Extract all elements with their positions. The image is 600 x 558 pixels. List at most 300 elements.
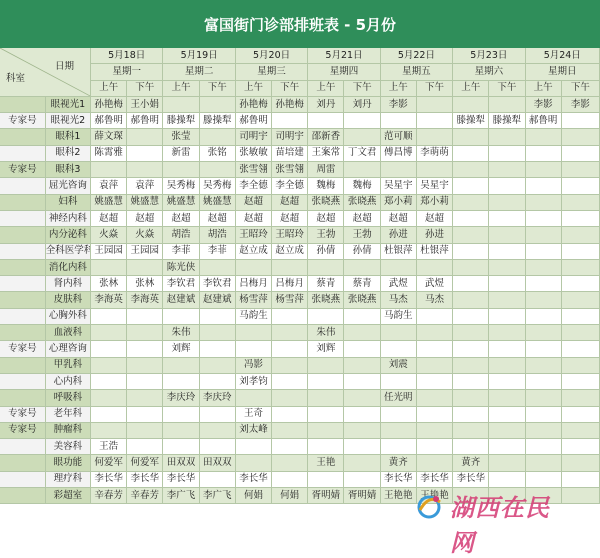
schedule-cell: 李长华 — [380, 471, 416, 487]
schedule-cell — [272, 308, 308, 324]
table-row — [0, 292, 600, 308]
schedule-cell: 李长华 — [453, 471, 489, 487]
schedule-cell: 郝鲁明 — [127, 113, 163, 129]
schedule-cell — [453, 243, 489, 259]
row-category — [0, 145, 45, 161]
table-row — [0, 341, 600, 357]
schedule-cell — [199, 96, 235, 112]
schedule-cell — [91, 357, 127, 373]
schedule-cell — [489, 422, 525, 438]
schedule-cell — [525, 422, 561, 438]
schedule-cell: 吕梅月 — [272, 276, 308, 292]
schedule-cell — [525, 373, 561, 389]
schedule-cell: 王勃 — [344, 227, 380, 243]
department-name: 心胸外科 — [45, 308, 90, 324]
schedule-cell: 傅昌博 — [380, 145, 416, 161]
schedule-cell — [199, 439, 235, 455]
schedule-cell — [380, 439, 416, 455]
department-name: 美容科 — [45, 439, 90, 455]
schedule-cell — [272, 341, 308, 357]
schedule-cell — [199, 422, 235, 438]
schedule-cell: 吴秀梅 — [199, 178, 235, 194]
schedule-cell: 陈光侠 — [163, 259, 199, 275]
row-category: 专家号 — [0, 341, 45, 357]
schedule-cell — [453, 129, 489, 145]
schedule-cell: 武煜 — [380, 276, 416, 292]
schedule-cell — [163, 162, 199, 178]
schedule-cell — [308, 308, 344, 324]
schedule-cell — [272, 422, 308, 438]
schedule-cell — [380, 162, 416, 178]
schedule-cell — [489, 471, 525, 487]
schedule-cell — [561, 129, 599, 145]
department-name: 全科医学科 — [45, 243, 90, 259]
schedule-cell: 李海英 — [127, 292, 163, 308]
schedule-cell — [127, 406, 163, 422]
row-category: 专家号 — [0, 113, 45, 129]
schedule-cell: 姚盛慧 — [199, 194, 235, 210]
row-category — [0, 276, 45, 292]
schedule-cell: 赵超 — [235, 194, 271, 210]
schedule-cell — [308, 373, 344, 389]
department-name: 神经内科 — [45, 210, 90, 226]
schedule-cell: 李钦君 — [163, 276, 199, 292]
schedule-cell: 赵超 — [163, 210, 199, 226]
schedule-cell — [199, 373, 235, 389]
schedule-cell: 张莹 — [163, 129, 199, 145]
schedule-cell — [127, 162, 163, 178]
schedule-cell — [380, 341, 416, 357]
schedule-cell — [453, 406, 489, 422]
schedule-cell — [199, 406, 235, 422]
schedule-cell — [453, 308, 489, 324]
schedule-cell — [489, 373, 525, 389]
department-name: 屈光咨询 — [45, 178, 90, 194]
schedule-cell: 赵超 — [272, 210, 308, 226]
schedule-cell: 黄齐 — [380, 455, 416, 471]
schedule-cell — [489, 259, 525, 275]
schedule-cell: 马韵生 — [380, 308, 416, 324]
schedule-cell: 李萌萌 — [416, 145, 452, 161]
schedule-cell — [272, 259, 308, 275]
schedule-cell — [453, 178, 489, 194]
schedule-cell: 任光明 — [380, 390, 416, 406]
am-header: 上午 — [380, 80, 416, 96]
schedule-cell — [525, 390, 561, 406]
schedule-cell: 赵超 — [127, 210, 163, 226]
department-name: 心内科 — [45, 373, 90, 389]
schedule-cell: 新雷 — [163, 145, 199, 161]
schedule-cell: 郝鲁明 — [235, 113, 271, 129]
schedule-cell — [525, 357, 561, 373]
schedule-cell: 李广飞 — [163, 488, 199, 504]
schedule-cell: 火焱 — [127, 227, 163, 243]
row-category — [0, 439, 45, 455]
schedule-cell — [416, 96, 452, 112]
schedule-table — [0, 48, 600, 504]
schedule-cell — [127, 308, 163, 324]
schedule-cell: 李长华 — [416, 471, 452, 487]
schedule-cell — [344, 259, 380, 275]
schedule-cell — [163, 422, 199, 438]
date-header: 5月22日 — [380, 48, 452, 64]
department-name: 甲乳科 — [45, 357, 90, 373]
schedule-cell — [561, 422, 599, 438]
table-row — [0, 243, 600, 259]
table-row — [0, 145, 600, 161]
schedule-cell — [235, 439, 271, 455]
schedule-cell — [416, 373, 452, 389]
schedule-cell: 辛春芳 — [127, 488, 163, 504]
schedule-cell: 李菲 — [199, 243, 235, 259]
schedule-cell — [525, 243, 561, 259]
schedule-cell — [272, 357, 308, 373]
schedule-cell: 何娟 — [272, 488, 308, 504]
schedule-cell — [380, 422, 416, 438]
schedule-cell — [235, 259, 271, 275]
schedule-cell — [127, 422, 163, 438]
schedule-cell — [453, 292, 489, 308]
table-row — [0, 129, 600, 145]
am-header: 上午 — [235, 80, 271, 96]
row-category — [0, 373, 45, 389]
schedule-cell: 李海英 — [91, 292, 127, 308]
schedule-cell — [380, 259, 416, 275]
schedule-cell — [561, 439, 599, 455]
schedule-cell: 苗培建 — [272, 145, 308, 161]
schedule-cell — [489, 357, 525, 373]
schedule-cell — [163, 96, 199, 112]
schedule-cell: 何爱军 — [91, 455, 127, 471]
department-name: 皮肤科 — [45, 292, 90, 308]
date-header: 5月21日 — [308, 48, 380, 64]
schedule-cell — [489, 145, 525, 161]
schedule-cell — [453, 439, 489, 455]
schedule-cell: 王浩 — [91, 439, 127, 455]
table-row — [0, 471, 600, 487]
schedule-cell — [561, 357, 599, 373]
table-row — [0, 439, 600, 455]
schedule-cell: 袁萍 — [127, 178, 163, 194]
table-row — [0, 194, 600, 210]
department-name: 理疗科 — [45, 471, 90, 487]
schedule-cell: 胡浩 — [199, 227, 235, 243]
schedule-cell: 刘孝钧 — [235, 373, 271, 389]
schedule-cell: 吴星宇 — [380, 178, 416, 194]
schedule-cell — [453, 145, 489, 161]
schedule-cell: 黄齐 — [453, 455, 489, 471]
schedule-cell — [525, 439, 561, 455]
schedule-cell: 蔡青 — [308, 276, 344, 292]
schedule-cell: 吕梅月 — [235, 276, 271, 292]
schedule-cell — [235, 341, 271, 357]
schedule-cell — [199, 308, 235, 324]
schedule-cell: 赵立成 — [235, 243, 271, 259]
row-category: 专家号 — [0, 162, 45, 178]
schedule-cell — [453, 341, 489, 357]
schedule-cell: 杨雪萍 — [272, 292, 308, 308]
schedule-cell: 张林 — [127, 276, 163, 292]
schedule-cell — [308, 259, 344, 275]
schedule-cell — [561, 308, 599, 324]
pm-header: 下午 — [272, 80, 308, 96]
schedule-cell — [525, 308, 561, 324]
schedule-cell: 杨雪萍 — [235, 292, 271, 308]
schedule-cell — [489, 308, 525, 324]
schedule-cell — [344, 357, 380, 373]
schedule-cell: 王艳艳 — [416, 488, 452, 504]
schedule-cell: 王艳 — [308, 455, 344, 471]
row-category — [0, 243, 45, 259]
schedule-cell: 滕操犁 — [453, 113, 489, 129]
schedule-cell: 孙进 — [380, 227, 416, 243]
table-row — [0, 373, 600, 389]
schedule-cell — [416, 259, 452, 275]
schedule-cell: 王小娟 — [127, 96, 163, 112]
department-name: 消化内科 — [45, 259, 90, 275]
schedule-cell — [525, 455, 561, 471]
schedule-cell: 张敏敏 — [235, 145, 271, 161]
schedule-cell: 刘辉 — [163, 341, 199, 357]
schedule-cell: 李影 — [561, 96, 599, 112]
schedule-cell — [453, 162, 489, 178]
schedule-cell: 赵立成 — [272, 243, 308, 259]
schedule-cell — [127, 325, 163, 341]
schedule-cell — [344, 373, 380, 389]
schedule-cell: 王案常 — [308, 145, 344, 161]
schedule-cell — [344, 390, 380, 406]
schedule-cell: 赵超 — [380, 210, 416, 226]
schedule-cell — [344, 308, 380, 324]
schedule-cell — [416, 113, 452, 129]
schedule-cell — [561, 455, 599, 471]
schedule-cell: 刘太峰 — [235, 422, 271, 438]
weekday-header: 星期日 — [525, 64, 599, 80]
am-header: 上午 — [163, 80, 199, 96]
row-category — [0, 227, 45, 243]
schedule-cell — [489, 406, 525, 422]
schedule-cell — [525, 129, 561, 145]
row-category: 专家号 — [0, 406, 45, 422]
schedule-cell: 李长华 — [127, 471, 163, 487]
schedule-cell: 杜银萍 — [416, 243, 452, 259]
schedule-cell: 赵超 — [91, 210, 127, 226]
schedule-cell — [561, 162, 599, 178]
pm-header: 下午 — [127, 80, 163, 96]
date-header: 5月20日 — [235, 48, 307, 64]
date-header: 5月24日 — [525, 48, 599, 64]
schedule-cell: 司明宇 — [235, 129, 271, 145]
row-category — [0, 455, 45, 471]
schedule-cell — [127, 341, 163, 357]
table-row — [0, 227, 600, 243]
weekday-header: 星期五 — [380, 64, 452, 80]
weekday-header: 星期四 — [308, 64, 380, 80]
schedule-cell — [416, 406, 452, 422]
schedule-cell — [489, 227, 525, 243]
schedule-cell: 赵超 — [235, 210, 271, 226]
schedule-cell: 郑小莉 — [416, 194, 452, 210]
schedule-cell: 辛春芳 — [91, 488, 127, 504]
schedule-cell: 孙倩 — [308, 243, 344, 259]
department-name: 肾内科 — [45, 276, 90, 292]
schedule-cell — [525, 162, 561, 178]
schedule-cell — [199, 471, 235, 487]
schedule-cell — [561, 406, 599, 422]
table-row — [0, 276, 600, 292]
schedule-cell: 李影 — [380, 96, 416, 112]
schedule-cell — [416, 422, 452, 438]
table-row — [0, 96, 600, 112]
department-name: 肿瘤科 — [45, 422, 90, 438]
schedule-cell — [127, 259, 163, 275]
schedule-cell — [91, 390, 127, 406]
schedule-cell — [525, 406, 561, 422]
schedule-cell — [489, 96, 525, 112]
schedule-cell — [235, 455, 271, 471]
schedule-cell: 滕操犁 — [489, 113, 525, 129]
schedule-cell — [163, 308, 199, 324]
schedule-cell: 赵超 — [416, 210, 452, 226]
schedule-cell: 周雷 — [308, 162, 344, 178]
schedule-cell — [127, 129, 163, 145]
schedule-cell: 邵新香 — [308, 129, 344, 145]
row-category — [0, 259, 45, 275]
row-category — [0, 178, 45, 194]
schedule-cell — [489, 210, 525, 226]
schedule-cell — [489, 162, 525, 178]
department-name: 眼科2 — [45, 145, 90, 161]
department-name: 眼科1 — [45, 129, 90, 145]
department-name: 眼视光2 — [45, 113, 90, 129]
schedule-cell: 王奇 — [235, 406, 271, 422]
table-row — [0, 308, 600, 324]
row-category — [0, 357, 45, 373]
schedule-cell — [453, 488, 489, 504]
schedule-cell — [272, 113, 308, 129]
schedule-cell — [561, 488, 599, 504]
schedule-cell: 王勃 — [308, 227, 344, 243]
schedule-cell — [344, 471, 380, 487]
schedule-cell: 李长华 — [163, 471, 199, 487]
schedule-cell: 胥明婧 — [344, 488, 380, 504]
schedule-cell — [308, 390, 344, 406]
schedule-cell: 王艳艳 — [380, 488, 416, 504]
schedule-cell: 李全德 — [272, 178, 308, 194]
schedule-cell — [416, 455, 452, 471]
schedule-cell: 郝鲁明 — [91, 113, 127, 129]
schedule-cell: 田双双 — [163, 455, 199, 471]
date-header-label: 日期 — [55, 60, 74, 74]
schedule-cell — [308, 113, 344, 129]
table-row — [0, 357, 600, 373]
schedule-cell — [489, 276, 525, 292]
schedule-cell: 范可顺 — [380, 129, 416, 145]
schedule-cell — [561, 194, 599, 210]
department-name: 眼视光1 — [45, 96, 90, 112]
table-row — [0, 325, 600, 341]
header-corner — [0, 48, 91, 96]
schedule-cell — [199, 162, 235, 178]
schedule-cell — [199, 129, 235, 145]
schedule-cell: 吴星宇 — [416, 178, 452, 194]
schedule-cell — [344, 113, 380, 129]
department-name: 老年科 — [45, 406, 90, 422]
schedule-cell: 刘辉 — [308, 341, 344, 357]
schedule-cell: 胥明婧 — [308, 488, 344, 504]
schedule-cell — [272, 325, 308, 341]
row-category — [0, 292, 45, 308]
table-row — [0, 210, 600, 226]
date-header: 5月23日 — [453, 48, 525, 64]
schedule-cell — [163, 357, 199, 373]
department-name: 血液科 — [45, 325, 90, 341]
schedule-cell: 姚盛慧 — [127, 194, 163, 210]
schedule-cell: 张铭 — [199, 145, 235, 161]
schedule-cell — [561, 390, 599, 406]
schedule-cell: 张晓燕 — [308, 194, 344, 210]
pm-header: 下午 — [199, 80, 235, 96]
schedule-cell — [453, 373, 489, 389]
schedule-cell — [561, 276, 599, 292]
schedule-cell — [127, 439, 163, 455]
schedule-cell — [561, 292, 599, 308]
schedule-cell — [91, 373, 127, 389]
schedule-cell — [127, 357, 163, 373]
schedule-cell: 李影 — [525, 96, 561, 112]
department-name: 眼功能 — [45, 455, 90, 471]
schedule-cell: 李全德 — [235, 178, 271, 194]
am-header: 上午 — [308, 80, 344, 96]
row-category — [0, 308, 45, 324]
schedule-cell: 孙倩 — [344, 243, 380, 259]
schedule-cell: 李长华 — [235, 471, 271, 487]
weekday-header: 星期三 — [235, 64, 307, 80]
schedule-cell — [561, 373, 599, 389]
schedule-cell — [127, 373, 163, 389]
schedule-cell — [525, 210, 561, 226]
schedule-cell — [489, 178, 525, 194]
schedule-cell: 马杰 — [380, 292, 416, 308]
schedule-cell — [380, 113, 416, 129]
schedule-cell: 何娟 — [235, 488, 271, 504]
schedule-cell: 火焱 — [91, 227, 127, 243]
schedule-cell — [308, 471, 344, 487]
department-name: 心理咨询 — [45, 341, 90, 357]
department-name: 眼科3 — [45, 162, 90, 178]
schedule-cell: 张晓燕 — [344, 194, 380, 210]
row-category — [0, 129, 45, 145]
schedule-cell — [489, 439, 525, 455]
schedule-cell — [91, 259, 127, 275]
schedule-cell: 滕操犁 — [163, 113, 199, 129]
schedule-cell — [163, 406, 199, 422]
schedule-cell: 刘震 — [380, 357, 416, 373]
schedule-cell: 赵超 — [308, 210, 344, 226]
am-header: 上午 — [453, 80, 489, 96]
schedule-cell — [272, 439, 308, 455]
schedule-cell: 张雪翎 — [272, 162, 308, 178]
row-category — [0, 210, 45, 226]
schedule-cell — [91, 325, 127, 341]
page-title: 富国街门诊部排班表 - 5月份 — [0, 0, 600, 48]
schedule-cell — [235, 390, 271, 406]
schedule-cell — [525, 194, 561, 210]
schedule-cell — [489, 325, 525, 341]
schedule-cell — [380, 406, 416, 422]
pm-header: 下午 — [416, 80, 452, 96]
schedule-cell — [561, 178, 599, 194]
